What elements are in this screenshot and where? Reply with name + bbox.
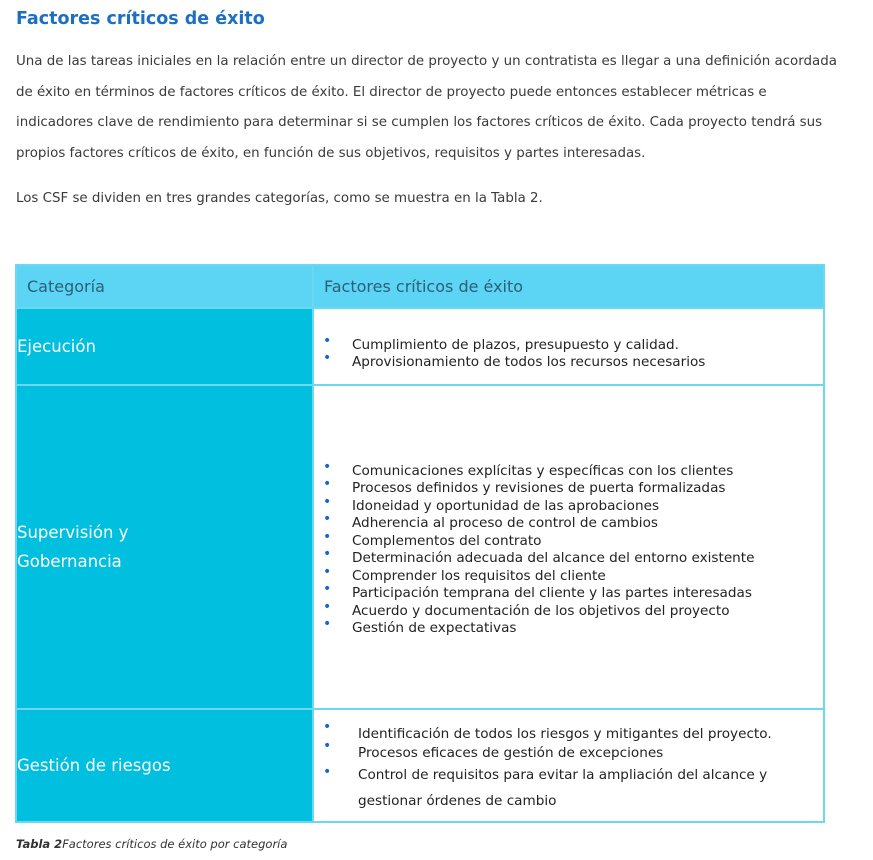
factors-list <box>314 717 774 814</box>
table-row-riesgos <box>16 709 824 822</box>
list-item: • Complementos del contrato <box>352 533 823 551</box>
factors-cell <box>313 308 824 385</box>
category-label: Gobernancia <box>17 552 122 571</box>
list-item: • Control de requisitos para evitar la ampliación del alcance y gestionar órdenes de cambio <box>358 762 774 814</box>
category-label: Supervisión y <box>17 523 129 542</box>
factors-cell <box>313 709 824 822</box>
category-label: Ejecución <box>17 337 96 356</box>
table-caption <box>16 837 287 851</box>
list-item: • Participación temprana del cliente y las partes interesadas <box>352 585 823 603</box>
list-item: • Identificación de todos los riesgos y mitigantes del proyecto. <box>358 725 774 744</box>
table-header-row <box>16 265 824 308</box>
factors-cell <box>313 385 824 709</box>
list-item: • Adherencia al proceso de control de cambios <box>352 515 823 533</box>
list-item: • Cumplimiento de plazos, presupuesto y calidad. <box>352 337 823 355</box>
category-cell <box>16 709 313 822</box>
category-cell <box>16 308 313 385</box>
list-item: • Acuerdo y documentación de los objetivos del proyecto <box>352 603 823 621</box>
csf-table <box>15 264 825 823</box>
header-category: Categoría <box>16 265 313 308</box>
list-item: • Comprender los requisitos del cliente <box>352 568 823 586</box>
caption-label: Tabla 2 <box>16 837 63 851</box>
header-factors: Factores críticos de éxito <box>313 265 824 308</box>
categories-paragraph: Los CSF se dividen en tres grandes categorías, como se muestra en la Tabla 2. <box>16 191 543 206</box>
factors-list <box>314 457 823 638</box>
list-item: • Idoneidad y oportunidad de las aprobaciones <box>352 498 823 516</box>
category-cell <box>16 385 313 709</box>
list-item: • Determinación adecuada del alcance del entorno existente <box>352 550 823 568</box>
list-item: • Aprovisionamiento de todos los recursos necesarios <box>352 354 823 372</box>
list-item: • Procesos definidos y revisiones de puerta formalizadas <box>352 480 823 498</box>
intro-paragraph: Una de las tareas iniciales en la relación entre un director de proyecto y un contratista es llegar a una definición acordada de éxito en términos de factores críticos de éxito. El director de proyecto puede entonces establecer métricas e indicadores clave de rendimiento para determinar si se cumplen los factores críticos de éxito. Cada proyecto tendrá sus propios factores críticos de éxito, en función de sus objetivos, requisitos y partes interesadas. <box>16 54 837 162</box>
list-item: • Comunicaciones explícitas y específicas con los clientes <box>352 463 823 481</box>
table-row-ejecucion <box>16 308 824 385</box>
section-heading: Factores críticos de éxito <box>16 9 265 29</box>
category-label: Gestión de riesgos <box>17 756 171 775</box>
table-row-supervision <box>16 385 824 709</box>
factors-list <box>314 322 823 372</box>
list-item: • Procesos eficaces de gestión de excepciones <box>358 744 774 763</box>
list-item: • Gestión de expectativas <box>352 620 823 638</box>
caption-text: Factores críticos de éxito por categoría <box>62 837 288 851</box>
